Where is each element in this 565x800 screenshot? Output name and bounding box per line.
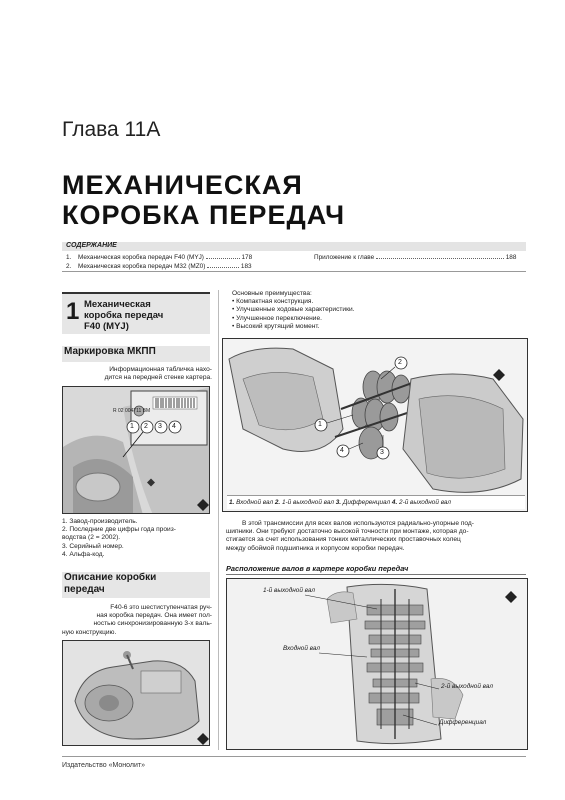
transmission-paragraph: В этой трансмиссии для всех валов используются радиально-упорные под- шипники. Они требуют достаточно высокой точности при монтаже, которая до- стигается за счет использования тонких металлических проставочных колец между обоймой подшипника и корпусом коробки передач. xyxy=(226,520,474,552)
table-of-contents xyxy=(62,242,526,272)
gearbox-exploded-diagram xyxy=(222,338,528,512)
section-title: Механическая коробка передач F40 (MYJ) xyxy=(84,299,164,332)
gearbox-marking-photo xyxy=(62,386,210,514)
section-number: 1 xyxy=(66,298,80,325)
marking-heading: Маркировка МКПП xyxy=(62,346,210,362)
shafts-heading-rule xyxy=(226,574,526,575)
shaft-label-differential: Дифференциал xyxy=(439,719,487,726)
list-item: • Улучшенные ходовые характеристики. xyxy=(232,306,355,314)
toc-item[interactable]: 1. Механическая коробка передач F40 (MYJ) 178 xyxy=(66,254,253,261)
shafts-layout-diagram xyxy=(226,578,528,750)
diagram-callout: 1 xyxy=(318,421,322,428)
shaft-label-2: 2-й выходной вал xyxy=(441,683,493,690)
publisher-footer: Издательство «Монолит» xyxy=(62,762,146,769)
description-text: F40-6 это шестиступенчатая руч- ная коробка передач. Она имеет пол- ностью синхронизированную 3-х валь- ную конструкцию. xyxy=(62,604,212,636)
shafts-heading: Расположение валов в картере коробки передач xyxy=(226,564,409,573)
title-line-1: МЕХАНИЧЕСКАЯ xyxy=(62,170,303,200)
diagram-callout: 4 xyxy=(340,447,344,454)
column-divider xyxy=(218,290,219,750)
toc-label: СОДЕРЖАНИЕ xyxy=(66,242,117,249)
shaft-label-1: 1-й выходной вал xyxy=(263,587,315,594)
page-title xyxy=(62,170,345,230)
description-heading: Описание коробки передач xyxy=(62,572,210,598)
list-item: • Высокий крутящий момент. xyxy=(232,322,320,330)
section-1-header xyxy=(62,292,210,334)
diagram-caption: 1. Входной вал 2. 1-й выходной вал 3. Дифференциал 4. 2-й выходной вал xyxy=(227,495,525,509)
toc-item[interactable]: Приложение к главе 188 xyxy=(314,254,517,261)
title-line-2: КОРОБКА ПЕРЕДАЧ xyxy=(62,200,346,230)
plate-code: R 02 004711 BM xyxy=(113,408,151,414)
advantages-list: Основные преимущества: • Компактная конструкция. • Улучшенные ходовые характеристики. • Улучшенное переключение. • Высокий крутящий момент. xyxy=(232,290,432,331)
diagram-callout: 3 xyxy=(380,449,384,456)
list-item: • Компактная конструкция. xyxy=(232,298,314,306)
marking-text: Информационная табличка нахо- дится на передней стенке картера. xyxy=(104,366,212,382)
list-item: • Улучшенное переключение. xyxy=(232,314,322,322)
gearbox-photo xyxy=(62,640,210,746)
shaft-label-input: Входной вал xyxy=(283,645,320,652)
toc-item[interactable]: 2. Механическая коробка передач M32 (MZ0) 183 xyxy=(66,263,252,270)
diagram-callout: 2 xyxy=(398,359,402,366)
toc-header-bar xyxy=(62,242,526,251)
chapter-label: Глава 11А xyxy=(62,118,161,141)
footer-rule xyxy=(62,756,526,757)
marking-legend: 1. Завод-производитель. 2. Последние две цифры года произ- водства (2 = 2002). 3. Серийный номер. 4. Альфа-код. xyxy=(62,518,176,558)
